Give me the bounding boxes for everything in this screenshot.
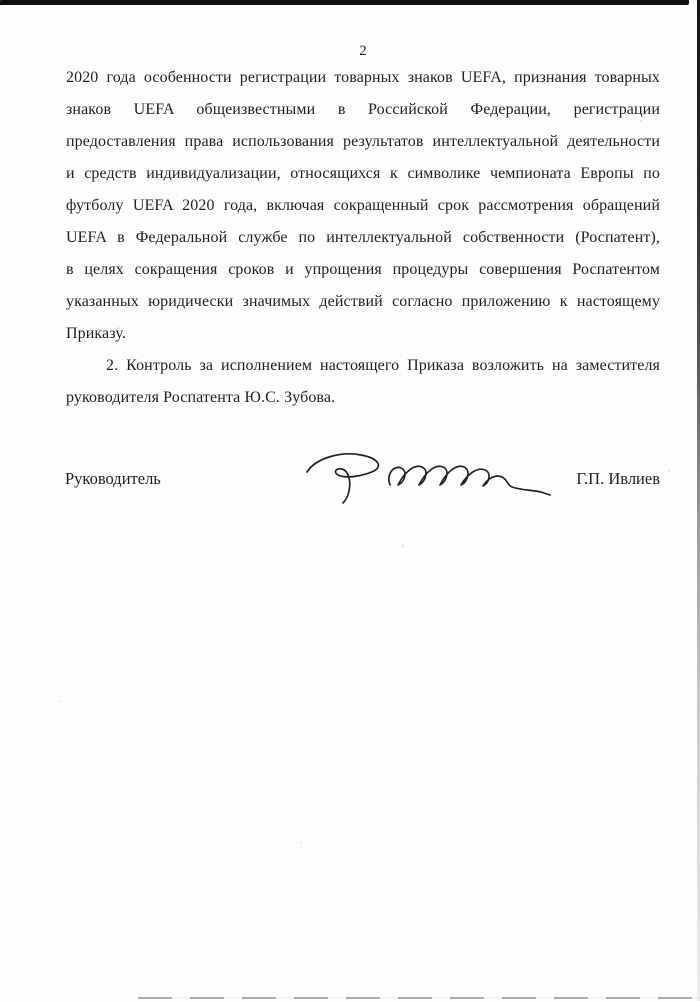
paragraph1-line: футболу UEFA 2020 года, включая сокращенный срок рассмотрения обращений [66, 197, 660, 214]
handwritten-signature-icon [286, 434, 558, 516]
signatory-name: Г.П. Ивлиев [576, 469, 660, 488]
paragraph1-line: и средств индивидуализации, относящихся к символике чемпионата Европы по [66, 165, 660, 182]
scan-top-band [0, 0, 689, 5]
paragraph1-line: UEFA в Федеральной службе по интеллектуальной собственности (Роспатент), [66, 229, 660, 246]
paragraph1-line: знаков UEFA общеизвестными в Российской Федерации, регистрации [66, 101, 660, 118]
paragraph2-line: руководителя Роспатента Ю.С. Зубова. [66, 389, 336, 406]
paragraph1-line: 2020 года особенности регистрации товарных знаков UEFA, признания товарных [66, 69, 660, 86]
paragraph1-line: Приказу. [66, 325, 126, 342]
scan-bottom-line [138, 997, 700, 999]
paragraph2-line: 2. Контроль за исполнением настоящего Приказа возложить на заместителя [106, 357, 660, 374]
page-number: 2 [359, 43, 367, 59]
signature-position-label: Руководитель [65, 469, 161, 488]
scan-noise-specks [0, 0, 2, 2]
paragraph1-line: предоставления права использования результатов интеллектуальной деятельности [66, 133, 660, 150]
document-body [66, 62, 660, 414]
paragraph1-line: указанных юридически значимых действий согласно приложению к настоящему [66, 293, 660, 310]
paragraph1-line: в целях сокращения сроков и упрощения процедуры совершения Роспатентом [66, 261, 660, 278]
